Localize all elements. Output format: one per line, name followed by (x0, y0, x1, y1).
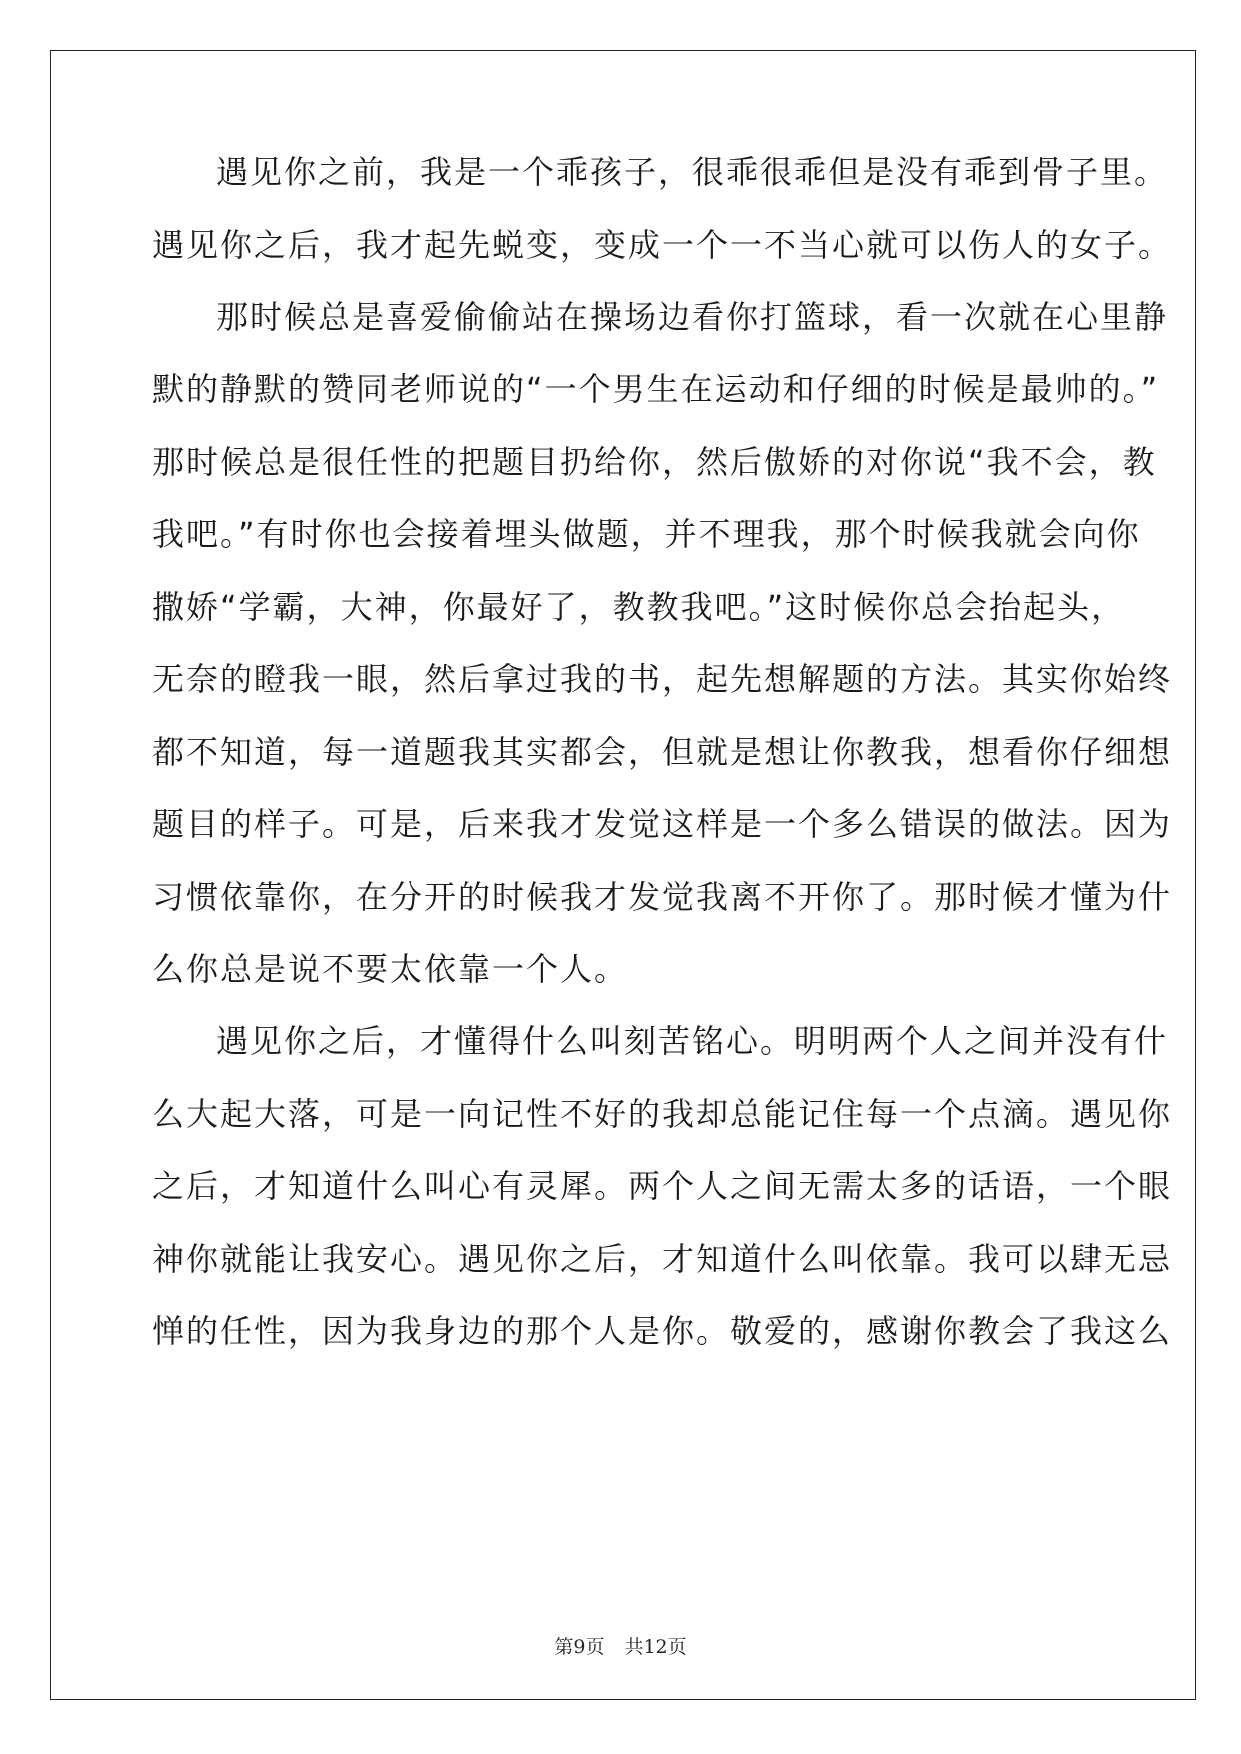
paragraph-2-line-2: 默的静默的赞同老师说的“一个男生在运动和仔细的时候是最帅的。” (152, 370, 1160, 408)
page-footer (0, 1632, 1241, 1659)
paragraph-2-line-1: 那时候总是喜爱偷偷站在操场边看你打篮球，看一次就在心里静 (216, 298, 1169, 336)
paragraph-1-line-2: 遇见你之后，我才起先蜕变，变成一个一不当心就可以伤人的女子。 (152, 226, 1173, 264)
paragraph-3-line-5: 惮的任性，因为我身边的那个人是你。敬爱的，感谢你教会了我这么 (152, 1312, 1173, 1350)
paragraph-2-line-4: 我吧。”有时你也会接着埋头做题，并不理我，那个时候我就会向你 (152, 515, 1141, 553)
paragraph-3-line-2: 么大起大落，可是一向记性不好的我却总能记住每一个点滴。遇见你 (152, 1095, 1173, 1133)
paragraph-2-line-8: 题目的样子。可是，后来我才发觉这样是一个多么错误的做法。因为 (152, 805, 1173, 843)
paragraph-2-line-10: 么你总是说不要太依靠一个人。 (152, 950, 629, 988)
paragraph-3-line-3: 之后，才知道什么叫心有灵犀。两个人之间无需太多的话语，一个眼 (152, 1167, 1173, 1205)
paragraph-2-line-5: 撒娇“学霸，大神，你最好了，教教我吧。”这时候你总会抬起头， (152, 588, 1126, 626)
paragraph-1-line-1: 遇见你之前，我是一个乖孩子，很乖很乖但是没有乖到骨子里。 (216, 153, 1169, 191)
paragraph-2-line-9: 习惯依靠你，在分开的时候我才发觉我离不开你了。那时候才懂为什 (152, 878, 1173, 916)
paragraph-2-line-6: 无奈的瞪我一眼，然后拿过我的书，起先想解题的方法。其实你始终 (152, 660, 1173, 698)
paragraph-2-line-7: 都不知道，每一道题我其实都会，但就是想让你教我，想看你仔细想 (152, 733, 1173, 771)
paragraph-3-line-4: 神你就能让我安心。遇见你之后，才知道什么叫依靠。我可以肆无忌 (152, 1240, 1173, 1278)
paragraph-3-line-1: 遇见你之后，才懂得什么叫刻苦铭心。明明两个人之间并没有什 (216, 1022, 1169, 1060)
paragraph-2-line-3: 那时候总是很任性的把题目扔给你，然后傲娇的对你说“我不会，教 (152, 443, 1157, 481)
page-total: 共12页 (624, 1636, 687, 1658)
page-number: 第9页 (554, 1636, 605, 1658)
